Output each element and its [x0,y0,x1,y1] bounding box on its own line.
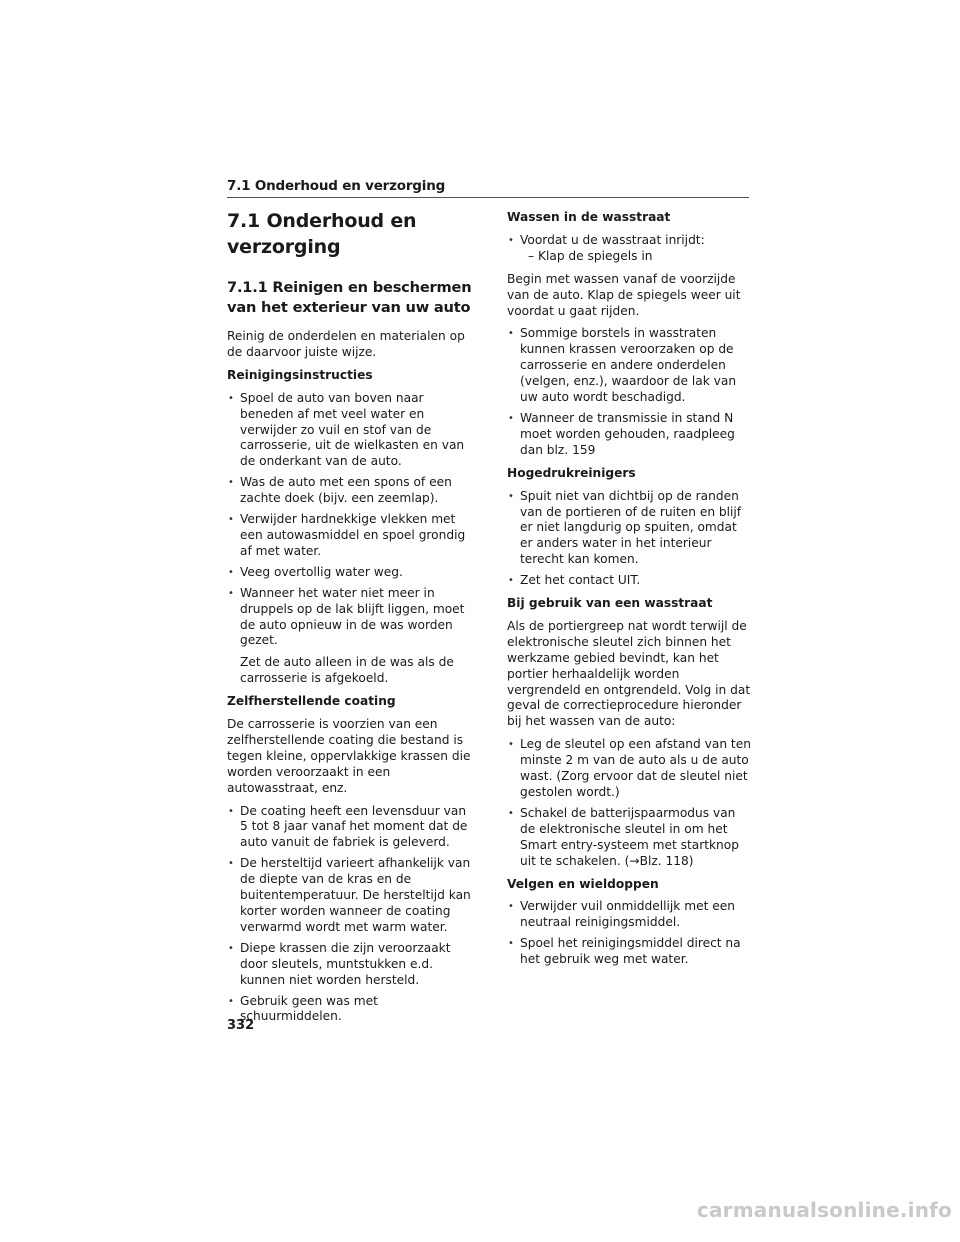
running-header: 7.1 Onderhoud en verzorging [227,178,749,198]
car-wash-use-list [507,737,752,869]
list-item [227,586,472,687]
cleaning-heading: Reinigingsinstructies [227,367,373,382]
list-item: • Verwijder vuil onmiddellijk met een neutraal reinigingsmiddel. [507,899,752,931]
list-item: • Leg de sleutel op een afstand van ten minste 2 m van de auto als u de auto wast. (Zorg ervoor dat de sleutel niet gestolen wordt.) [507,737,752,801]
list-item [507,233,752,265]
right-column [507,210,752,975]
section-title-line2: van het exterieur van uw auto [227,298,471,316]
rims-heading: Velgen en wieldoppen [507,876,659,891]
page-number: 332 [227,1018,255,1033]
intro-paragraph: Reinig de onderdelen en materialen op de daarvoor juiste wijze. [227,329,465,359]
chapter-title-line1: 7.1 Onderhoud en [227,210,417,232]
list-item: • Schakel de batterijspaarmodus van de elektronische sleutel in om het Smart entry-systeem met startknop uit te schakelen. (→Blz. 118) [507,806,752,870]
car-wash-paragraph: Begin met wassen vanaf de voorzijde van de auto. Klap de spiegels weer uit voordat u gaat rijden. [507,271,741,318]
coating-list [227,804,472,1026]
list-item: • Spoel het reinigingsmiddel direct na het gebruik weg met water. [507,936,752,968]
list-item: • Gebruik geen was met schuurmiddelen. [227,994,472,1026]
car-wash-use-heading: Bij gebruik van een wasstraat [507,596,713,611]
rims-list [507,899,752,968]
list-item: • Spuit niet van dichtbij op de randen van de portieren of de ruiten en blijf er niet langdurig op spuiten, omdat er anders water in het interieur terecht kan komen. [507,489,752,569]
list-item: • De hersteltijd varieert afhankelijk van de diepte van de kras en de buitentemperatuur. De hersteltijd kan korter worden wanneer de coating verwarmd wordt met warm water. [227,856,472,936]
list-item: • Was de auto met een spons of een zachte doek (bijv. een zeemlap). [227,475,472,507]
list-item: • De coating heeft een levensduur van 5 tot 8 jaar vanaf het moment dat de auto vanuit de fabriek is geleverd. [227,804,472,852]
chapter-title-line2: verzorging [227,236,341,258]
list-item: • Wanneer de transmissie in stand N moet worden gehouden, raadpleeg dan blz. 159 [507,411,752,459]
car-wash-use-paragraph: Als de portiergreep nat wordt terwijl de elektronische sleutel zich binnen het werkzame gebied bevindt, kan het portier herhaaldelijk worden vergrendeld en ontgrendeld. Volg in dat geval de correctieprocedure hieronder bij het wassen van de auto: [507,618,751,729]
list-sub-item: – Klap de spiegels in [528,248,653,263]
chapter-title [227,208,472,260]
section-title [227,278,472,317]
high-pressure-heading: Hogedrukreinigers [507,465,636,480]
left-column [227,208,472,1032]
cleaning-list [227,391,472,687]
list-item: • Diepe krassen die zijn veroorzaakt door sleutels, muntstukken e.d. kunnen niet worden hersteld. [227,941,472,989]
car-wash-list-1 [507,233,752,265]
list-item-text: Wanneer het water niet meer in druppels op de lak blijft liggen, moet de auto opnieuw in de was worden gezet. [240,585,465,648]
watermark-link[interactable]: carmanualsonline.info [696,1198,952,1222]
list-item-continuation: Zet de auto alleen in de was als de carrosserie is afgekoeld. [240,655,454,686]
list-item: • Veeg overtollig water weg. [227,565,472,581]
high-pressure-list [507,489,752,589]
section-title-line1: 7.1.1 Reinigen en beschermen [227,279,472,296]
car-wash-heading: Wassen in de wasstraat [507,210,671,224]
list-item: • Verwijder hardnekkige vlekken met een autowasmiddel en spoel grondig af met water. [227,512,472,560]
list-item: • Sommige borstels in wasstraten kunnen krassen veroorzaken op de carrosserie en andere onderdelen (velgen, enz.), waardoor de lak van uw auto wordt beschadigd. [507,326,752,406]
coating-paragraph: De carrosserie is voorzien van een zelfherstellende coating die bestand is tegen kleine, oppervlakkige krassen die worden veroorzaakt in een autowasstraat, enz. [227,717,471,795]
car-wash-list-2 [507,326,752,458]
list-item-text: Voordat u de wasstraat inrijdt: [520,232,705,247]
list-item: • Spoel de auto van boven naar beneden af met veel water en verwijder zo vuil en stof van de carrosserie, uit de wielkasten en van de onderkant van de auto. [227,391,472,471]
list-item: • Zet het contact UIT. [507,573,752,589]
coating-heading: Zelfherstellende coating [227,694,396,709]
